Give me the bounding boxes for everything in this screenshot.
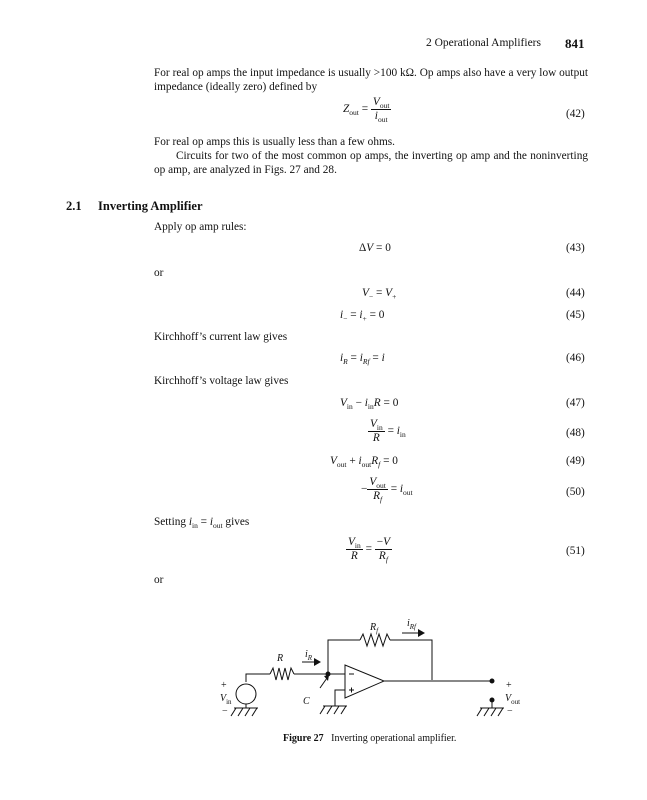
equation-45: $i_- = i_+ = 0$ (340, 309, 385, 323)
label-irf: $i_{Rf}$ (407, 618, 417, 631)
figure-label: Figure 27 (283, 733, 324, 744)
r-resistor (270, 668, 294, 680)
eq-label-46: (46) (566, 352, 585, 364)
figure-27-circuit (210, 610, 530, 722)
ground-left-h2 (238, 708, 243, 716)
ground-mid-h2 (327, 706, 332, 714)
page-number: 841 (565, 36, 585, 51)
eq-label-51: (51) (566, 545, 585, 557)
eq-label-47: (47) (566, 397, 585, 409)
ground-right-h2 (484, 708, 489, 716)
figure-caption-text: Inverting operational amplifier. (331, 733, 457, 744)
eq-label-48: (48) (566, 427, 585, 439)
label-vout-plus: + (506, 680, 512, 691)
c-arrowhead (324, 675, 329, 681)
text-or-1: or (154, 267, 164, 279)
text-kvl: Kirchhoff’s voltage law gives (154, 375, 289, 387)
ir-arrowhead (314, 658, 321, 666)
opamp-triangle (345, 665, 384, 698)
equation-50: − $\frac{V_{out}}{R_f}$ = $i_{out}$ (361, 476, 413, 504)
eq42-den: i (374, 110, 378, 122)
ground-left-h4 (252, 708, 257, 716)
label-r: R (277, 653, 284, 664)
eq-label-44: (44) (566, 287, 585, 299)
equation-46: $i_R = i_{Rf} = i$ (340, 352, 385, 366)
c-arrow-line (320, 678, 327, 688)
label-ir: $i_R$ (305, 649, 313, 662)
feedback-wire-right (390, 640, 432, 680)
eq42-lhs: Z (343, 103, 350, 116)
label-vout: $V_{out}$ (505, 693, 521, 706)
text-setting-post: gives (225, 516, 250, 528)
equation-47: $V_{in} - i_{in}R = 0$ (340, 397, 399, 411)
input-wire (246, 674, 270, 682)
eq-label-42: (42) (566, 108, 585, 120)
noninv-ground-wire (335, 690, 345, 706)
ground-mid-h3 (334, 706, 339, 714)
section-title: Inverting Amplifier (98, 199, 203, 213)
text-or-2: or (154, 574, 164, 586)
equation-48: $\frac{V_{in}}{R}$ = $i_{in}$ (370, 418, 406, 444)
eq-label-43: (43) (566, 242, 585, 254)
eq-label-50: (50) (566, 486, 585, 498)
eq42-fraction (371, 96, 392, 123)
equation-49: $V_{out} + i_{out}R_f = 0$ (330, 455, 398, 469)
text-kcl: Kirchhoff’s current law gives (154, 331, 288, 343)
running-title: 2 Operational Amplifiers (426, 37, 541, 49)
figure-caption (283, 733, 456, 744)
irf-arrowhead (418, 629, 425, 637)
ground-right-h1 (477, 708, 482, 716)
paragraph-circuits: Circuits for two of the most common op amps, the inverting op amp and the noninverting op amp, are analyzed in Figs. 27 and 28. (154, 150, 588, 176)
output-terminal-top (490, 679, 494, 683)
equation-42: $Z_{out}$ = $\frac{V_{out}}{i_{out}}$ (343, 96, 390, 124)
paragraph-ohms: For real op amps this is usually less than a few ohms. (154, 136, 395, 148)
ground-right-h4 (498, 708, 503, 716)
equation-44: $V_- = V_+$ (362, 287, 397, 301)
label-rf: $R_f$ (370, 622, 379, 635)
equation-43: ΔV = 0 (359, 242, 391, 254)
voltage-source (236, 684, 256, 704)
eq42-lhs-sub: out (349, 108, 359, 118)
ground-right-h3 (491, 708, 496, 716)
eq42-num: V (372, 96, 380, 108)
feedback-wire (328, 640, 360, 673)
ground-left-h1 (231, 708, 236, 716)
eq42-num-sub: out (379, 101, 390, 110)
label-vin: $V_{in}$ (220, 693, 232, 706)
text-apply-rules: Apply op amp rules: (154, 221, 247, 233)
text-setting: Setting $i_{in} = i_{out}$ gives (154, 516, 250, 530)
label-c: C (303, 696, 310, 707)
label-vin-plus: + (221, 680, 227, 691)
ground-mid-h4 (341, 706, 346, 714)
label-vout-minus: − (507, 706, 513, 717)
eq42-den-sub: out (377, 115, 388, 124)
eq-label-49: (49) (566, 455, 585, 467)
paragraph-impedance: For real op amps the input impedance is usually >100 kΩ. Op amps also have a very low output impedance (ideally zero) defined by (154, 67, 588, 93)
equation-51: $\frac{V_{in}}{R}$ = $\frac{-V}{R_f}$ (348, 536, 391, 564)
eq-label-45: (45) (566, 309, 585, 321)
text-setting-pre: Setting (154, 516, 187, 528)
rf-resistor (360, 634, 390, 646)
section-number: 2.1 (66, 199, 82, 213)
label-vin-minus: − (222, 706, 228, 717)
ground-left-h3 (245, 708, 250, 716)
ground-mid-h1 (320, 706, 325, 714)
